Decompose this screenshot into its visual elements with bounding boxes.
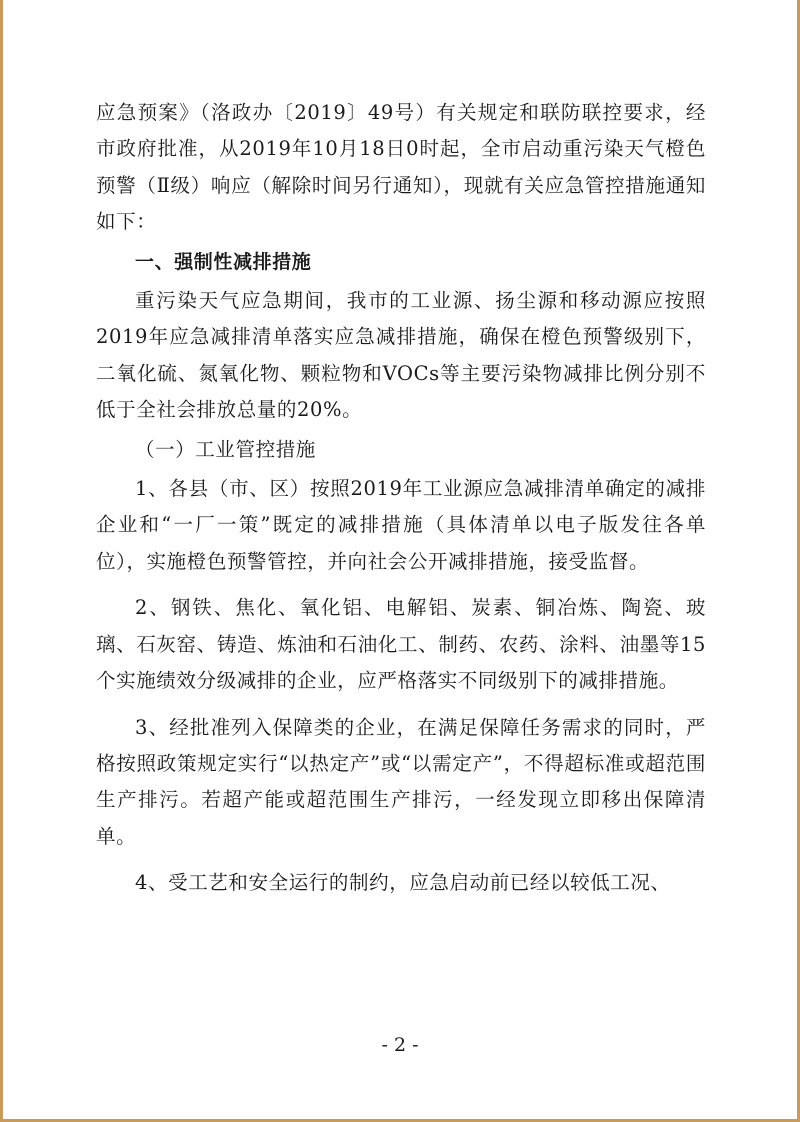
section-heading-mandatory-reduction: 一、强制性减排措施	[135, 250, 312, 273]
subsection-heading-industrial-control: （一）工业管控措施	[135, 437, 316, 461]
section-body-paragraph: 重污染天气应急期间，我市的工业源、扬尘源和移动源应按照2019年应急减排清单落实应急减排措施，确保在橙色预警级别下，二氧化硫、氮氧化物、颗粒物和VOCs等主要污染物减排比例分别不低于全社会排放总量的20%。	[96, 289, 706, 422]
intro-paragraph: 应急预案》（洛政办〔2019〕49号）有关规定和联防联控要求，经市政府批准，从2019年10月18日0时起，全市启动重污染天气橙色预警（Ⅱ级）响应（解除时间另行通知），现就有关应急管控措施通知如下：	[96, 101, 706, 234]
list-item-2: 2、钢铁、焦化、氧化铝、电解铝、炭素、铜冶炼、陶瓷、玻璃、石灰窑、铸造、炼油和石油化工、制药、农药、涂料、油墨等15个实施绩效分级减排的企业，应严格落实不同级别下的减排措施。	[96, 596, 706, 693]
page-number: - 2 -	[381, 1034, 419, 1056]
list-item-4: 4、受工艺和安全运行的制约，应急启动前已经以较低工况、	[135, 871, 671, 895]
page-border-left	[0, 0, 3, 1122]
list-item-1: 1、各县（市、区）按照2019年工业源应急减排清单确定的减排企业和“一厂一策”既定的减排措施（具体清单以电子版发往各单位），实施橙色预警管控，并向社会公开减排措施，接受监督。	[96, 477, 706, 573]
list-item-3: 3、经批准列入保障类的企业，在满足保障任务需求的同时，严格按照政策规定实行“以热定产”或“以需定产”，不得超标准或超范围生产排污。若超产能或超范围生产排污，一经发现立即移出保障清单。	[96, 715, 706, 848]
document-body	[96, 95, 706, 902]
